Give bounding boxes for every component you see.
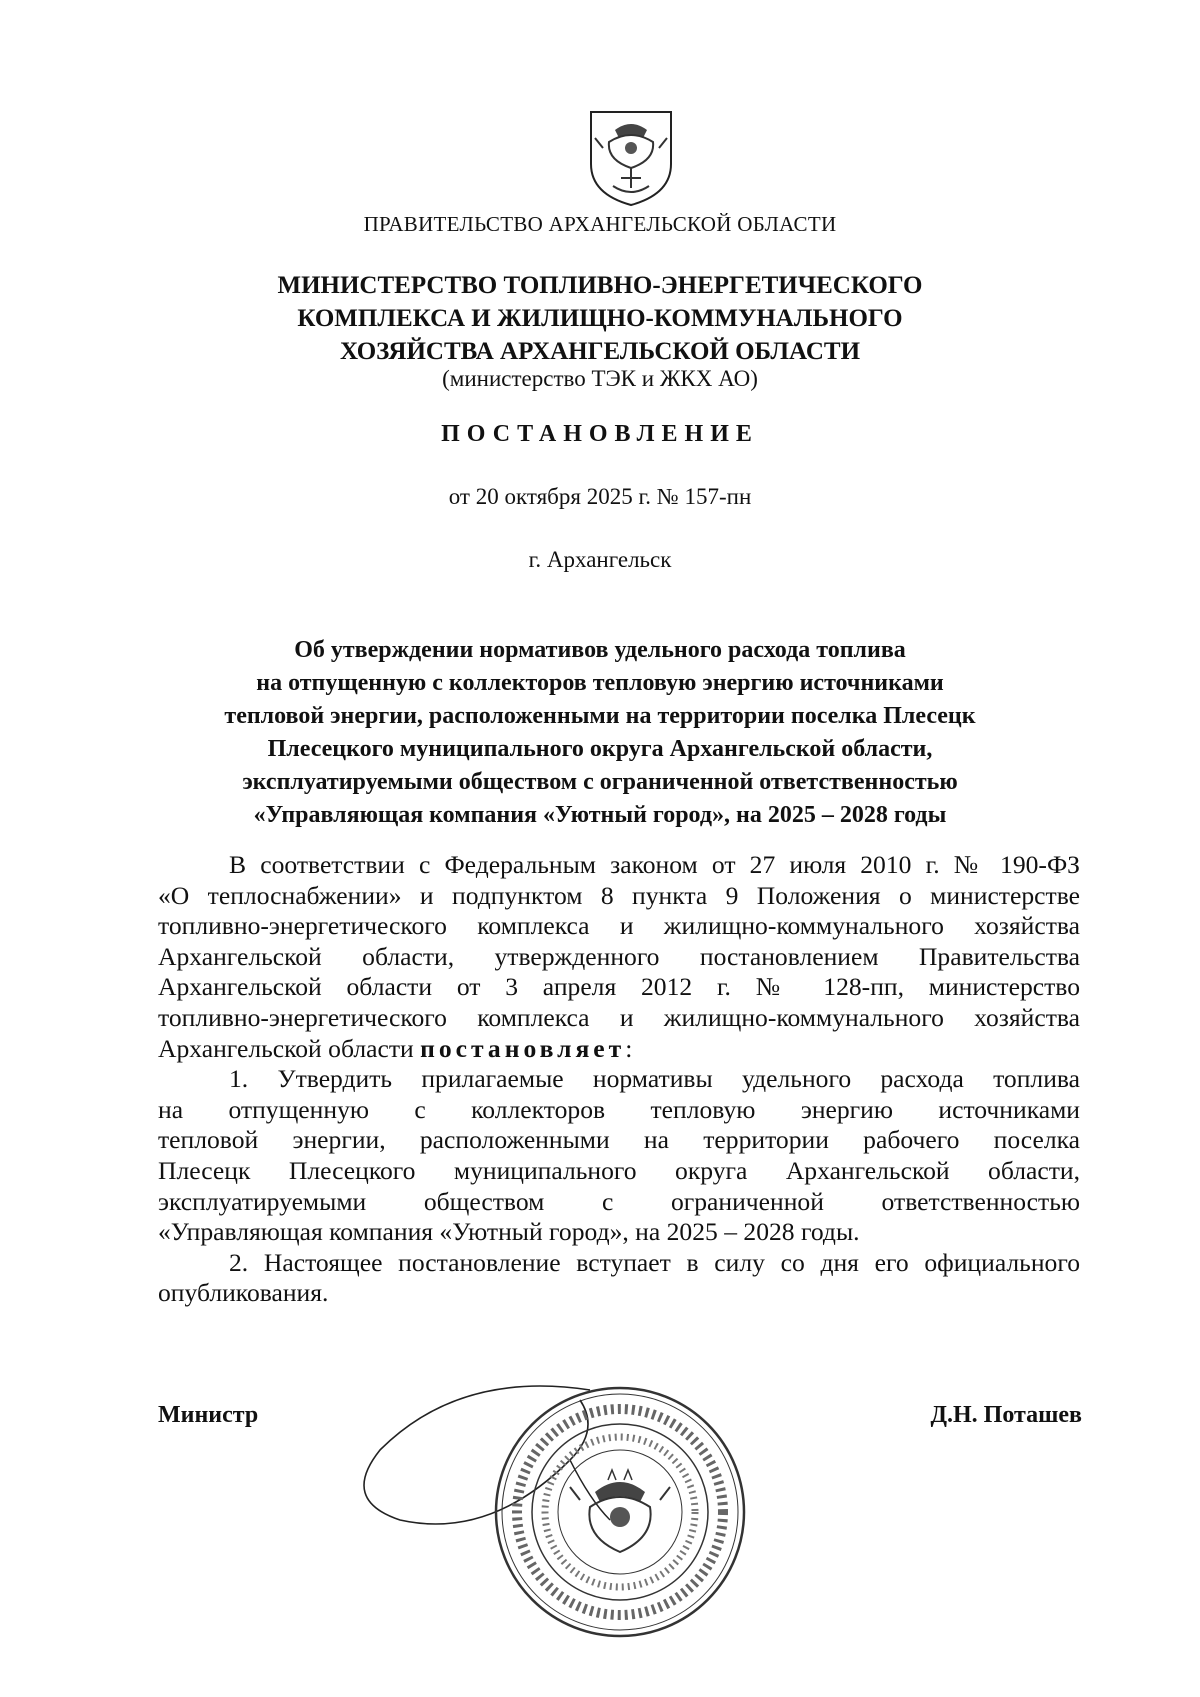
government-header: ПРАВИТЕЛЬСТВО АРХАНГЕЛЬСКОЙ ОБЛАСТИ bbox=[363, 212, 837, 236]
body-line: топливно-энергетического комплекса и жилищно-коммунального хозяйства bbox=[158, 1002, 1080, 1032]
ministry-line: МИНИСТЕРСТВО ТОПЛИВНО-ЭНЕРГЕТИЧЕСКОГО bbox=[277, 272, 923, 299]
body-line: на отпущенную с коллекторов тепловую энергию источниками bbox=[158, 1094, 1080, 1124]
body-line: тепловой энергии, расположенными на территории рабочего поселка bbox=[158, 1125, 1080, 1155]
title-line: Об утверждении нормативов удельного расхода топлива bbox=[294, 637, 906, 663]
decree-word: постановляет bbox=[420, 1033, 626, 1063]
preamble-paragraph bbox=[158, 850, 1080, 1064]
item-1-paragraph bbox=[158, 1064, 1080, 1248]
body-line: топливно-энергетического комплекса и жилищно-коммунального хозяйства bbox=[158, 911, 1080, 941]
document-type: ПОСТАНОВЛЕНИЕ bbox=[441, 421, 759, 447]
ministry-short-name: (министерство ТЭК и ЖКХ АО) bbox=[442, 366, 758, 391]
body-line bbox=[158, 1034, 1080, 1065]
preamble-end: Архангельской области bbox=[158, 1033, 414, 1063]
body-line: 2. Настоящее постановление вступает в силу со дня его официального bbox=[229, 1247, 1080, 1277]
body-line: В соответствии с Федеральным законом от 27 июля 2010 г. № 190-ФЗ bbox=[229, 850, 1080, 879]
body-line: 1. Утвердить прилагаемые нормативы удельного расхода топлива bbox=[229, 1064, 1080, 1094]
body-line: Архангельской области, утвержденного постановлением Правительства bbox=[158, 941, 1080, 971]
ministry-line: ХОЗЯЙСТВА АРХАНГЕЛЬСКОЙ ОБЛАСТИ bbox=[339, 338, 861, 365]
document-city: г. Архангельск bbox=[528, 547, 672, 572]
body-line: «Управляющая компания «Уютный город», на 2025 – 2028 годы. bbox=[158, 1217, 860, 1247]
body-line: Архангельской области от 3 апреля 2012 г. № 128-пп, министерство bbox=[158, 972, 1080, 1002]
document-date-number: от 20 октября 2025 г. № 157-пн bbox=[448, 484, 752, 509]
body-line: опубликования. bbox=[158, 1278, 329, 1308]
signatory-position: Министр bbox=[158, 1402, 259, 1428]
document-body bbox=[158, 850, 1080, 1309]
body-line: «О теплоснабжении» и подпунктом 8 пункта 9 Положения о министерстве bbox=[158, 880, 1080, 910]
item-2-paragraph bbox=[158, 1248, 1080, 1309]
body-line: эксплуатируемыми обществом с ограниченной ответственностью bbox=[158, 1186, 1080, 1216]
title-line: на отпущенную с коллекторов тепловую энергию источниками bbox=[256, 670, 944, 696]
decree-colon: : bbox=[625, 1033, 633, 1063]
arkhangelsk-coat-of-arms-icon bbox=[585, 108, 677, 208]
title-line: эксплуатируемыми обществом с ограниченной ответственностью bbox=[242, 769, 958, 795]
title-line: Плесецкого муниципального округа Архангельской области, bbox=[267, 736, 933, 762]
body-line: Плесецк Плесецкого муниципального округа Архангельской области, bbox=[158, 1155, 1080, 1185]
document-title bbox=[0, 634, 1200, 832]
ministry-name bbox=[0, 269, 1200, 368]
title-line: тепловой энергии, расположенными на территории поселка Плесецк bbox=[224, 703, 976, 729]
ministry-line: КОМПЛЕКСА И ЖИЛИЩНО-КОММУНАЛЬНОГО bbox=[297, 305, 903, 332]
official-seal-icon bbox=[490, 1382, 750, 1642]
signatory-name: Д.Н. Поташев bbox=[930, 1402, 1082, 1428]
title-line: «Управляющая компания «Уютный город», на 2025 – 2028 годы bbox=[253, 802, 947, 828]
